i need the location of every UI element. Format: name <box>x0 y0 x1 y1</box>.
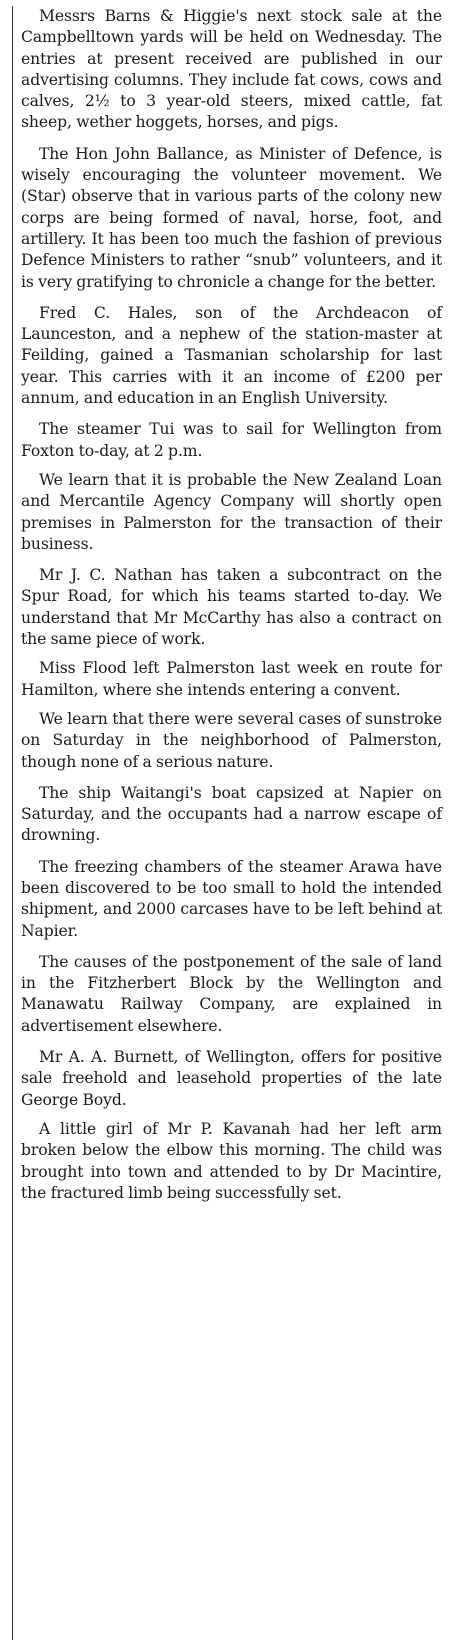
paragraph-stock-sale: Messrs Barns & Higgie's next stock sale at the Campbelltown yards will be held on Wednesday. The entries at present received are published in our advertising columns. They include fat cows, cows and calves, 2½ to 3 year-old steers, mixed cattle, fat sheep, wether hoggets, horses, and pigs. <box>21 7 442 132</box>
paragraph-sunstroke: We learn that there were several cases of sunstroke on Saturday in the neighborhood of Palmerston, though none of a serious nature. <box>21 709 442 771</box>
paragraph-land-sale-postponement: The causes of the postponement of the sale of land in the Fitzherbert Block by the Wellington and Manawatu Railway Company, are explained in advertisement elsewhere. <box>21 952 442 1035</box>
paragraph-kavanah-accident: A little girl of Mr P. Kavanah had her left arm broken below the elbow this morning. The child was brought into town and attended to by Dr Macintire, the fractured limb being successfully set. <box>21 1119 442 1202</box>
paragraph-waitangi-boat: The ship Waitangi's boat capsized at Napier on Saturday, and the occupants had a narrow escape of drowning. <box>21 783 442 845</box>
paragraph-burnett-sale: Mr A. A. Burnett, of Wellington, offers for positive sale freehold and leasehold properties of the late George Boyd. <box>21 1048 442 1109</box>
paragraph-volunteer-movement: The Hon John Ballance, as Minister of Defence, is wisely encouraging the volunteer movement. We (Star) observe that in various parts of the colony new corps are being formed of naval, horse, foot, and artillery. It has been too much the fashion of previous Defence Ministers to rather “snub” volunteers, and it is very gratifying to chronicle a change for the better. <box>21 144 442 291</box>
paragraph-spur-road: Mr J. C. Nathan has taken a subcontract on the Spur Road, for which his teams started to-day. We understand that Mr McCarthy has also a contract on the same piece of work. <box>21 566 442 649</box>
paragraph-steamer-tui: The steamer Tui was to sail for Wellington from Foxton to-day, at 2 p.m. <box>21 420 442 460</box>
news-column <box>12 6 442 1640</box>
paragraph-tasmanian-scholarship: Fred C. Hales, son of the Archdeacon of Launceston, and a nephew of the station-master at Feilding, gained a Tasmanian scholarship for last year. This carries with it an income of £200 per annum, and education in an English University. <box>21 303 442 408</box>
paragraph-miss-flood: Miss Flood left Palmerston last week en route for Hamilton, where she intends entering a convent. <box>21 659 442 699</box>
paragraph-loan-agency: We learn that it is probable the New Zealand Loan and Mercantile Agency Company will shortly open premises in Palmerston for the transaction of their business. <box>21 470 442 553</box>
paragraph-freezing-chambers: The freezing chambers of the steamer Arawa have been discovered to be too small to hold the intended shipment, and 2000 carcases have to be left behind at Napier. <box>21 857 442 940</box>
